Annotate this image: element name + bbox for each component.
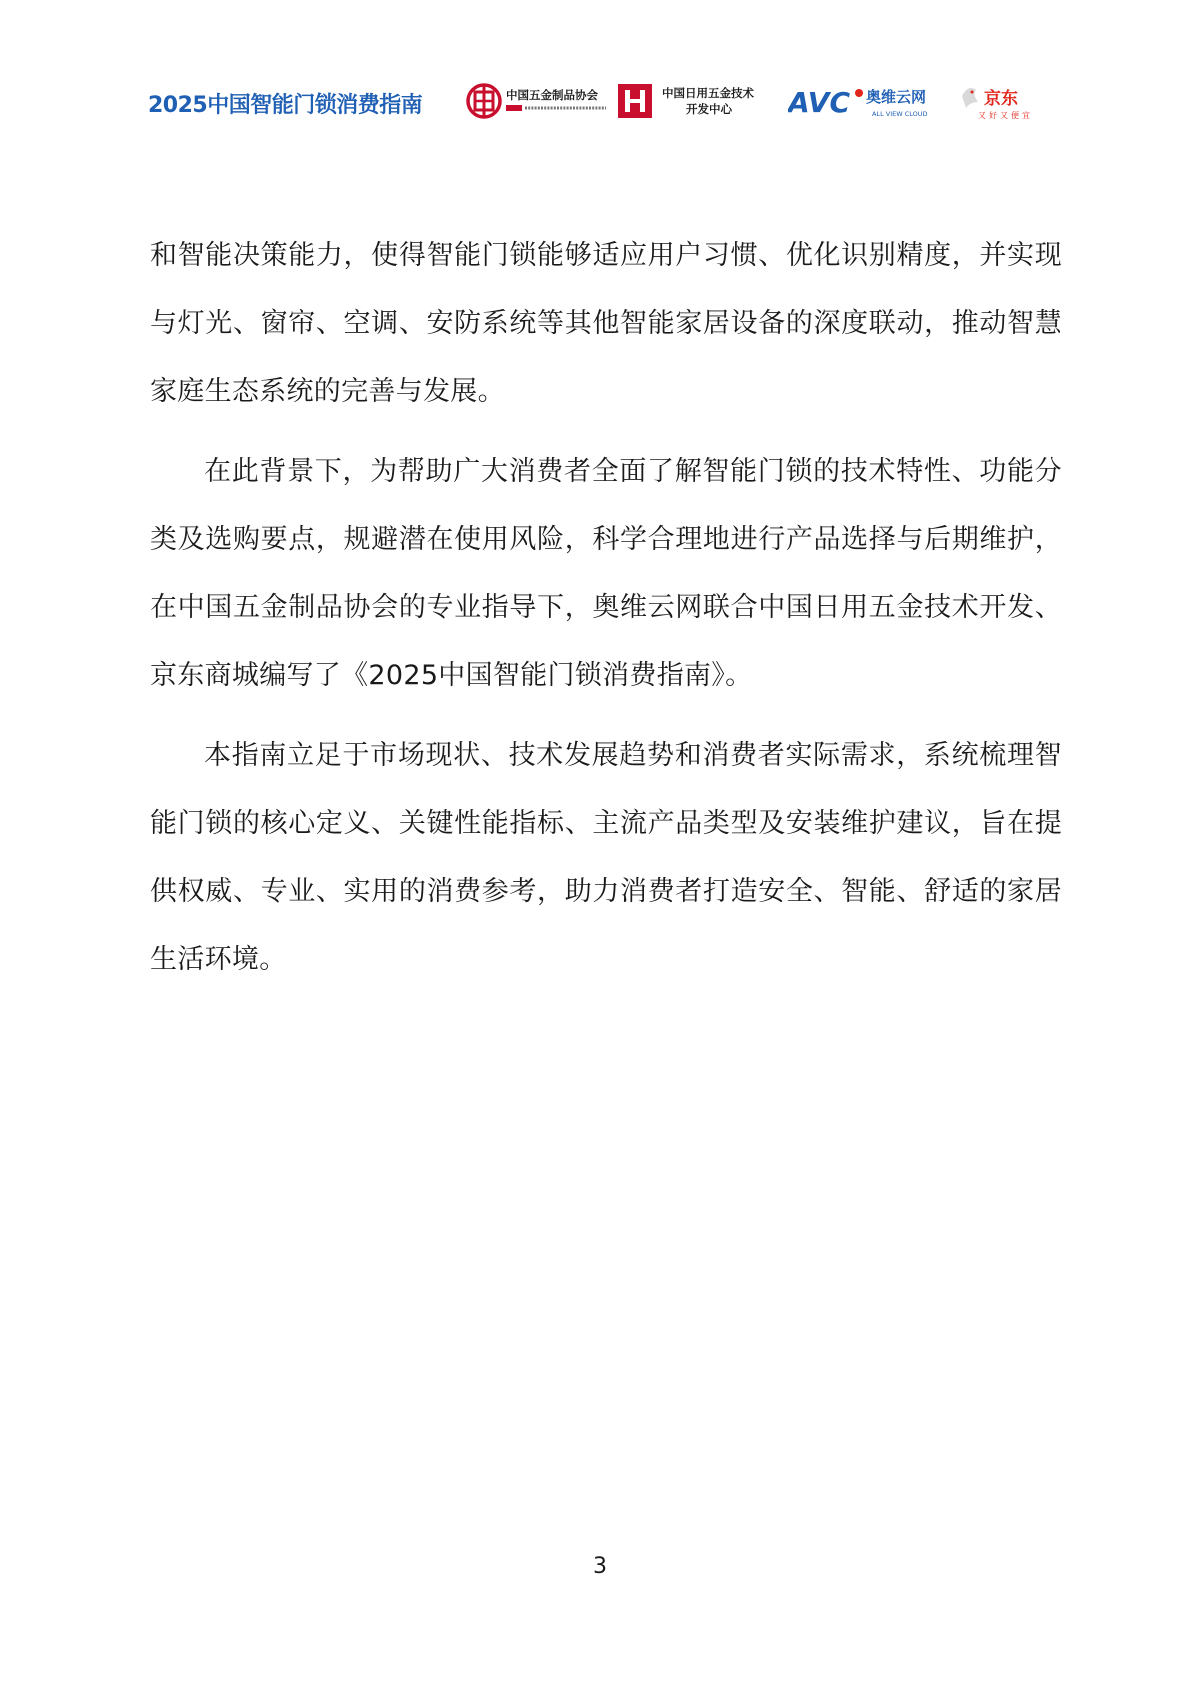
allviewcloud-logo — [788, 80, 938, 122]
paragraph-2: 在此背景下，为帮助广大消费者全面了解智能门锁的技术特性、功能分类及选购要点，规避潜在使用风险，科学合理地进行产品选择与后期维护，在中国五金制品协会的专业指导下，奥维云网联合中国日用五金技术开发、京东商城编写了《2025中国智能门锁消费指南》。 — [150, 456, 1062, 691]
daily-hardware-tech-center-logo — [616, 80, 776, 122]
svg-text:中国五金制品协会: 中国五金制品协会 — [506, 88, 598, 102]
document-title: 2025中国智能门锁消费指南 — [148, 93, 423, 118]
page-header — [148, 80, 1048, 128]
svg-text:中国日用五金技术: 中国日用五金技术 — [662, 86, 754, 100]
page-number: 3 — [593, 1554, 607, 1579]
chinese-hardware-association-logo — [466, 80, 616, 122]
svg-text:AVC: AVC — [788, 86, 850, 119]
body-text — [150, 222, 1062, 1006]
paragraph-3: 本指南立足于市场现状、技术发展趋势和消费者实际需求，系统梳理智能门锁的核心定义、关键性能指标、主流产品类型及安装维护建议，旨在提供权威、专业、实用的消费参考，助力消费者打造安全、智能、舒适的家居生活环境。 — [150, 740, 1062, 975]
svg-text:又好又便宜: 又好又便宜 — [978, 111, 1033, 120]
svg-text:ALL VIEW CLOUD: ALL VIEW CLOUD — [872, 110, 928, 118]
paragraph-1: 和智能决策能力，使得智能门锁能够适应用户习惯、优化识别精度，并实现与灯光、窗帘、空调、安防系统等其他智能家居设备的深度联动，推动智慧家庭生态系统的完善与发展。 — [150, 240, 1062, 407]
svg-text:京东: 京东 — [984, 89, 1018, 109]
jd-logo — [958, 80, 1048, 122]
svg-text:开发中心: 开发中心 — [686, 102, 732, 116]
svg-text:奥维云网: 奥维云网 — [866, 88, 927, 106]
